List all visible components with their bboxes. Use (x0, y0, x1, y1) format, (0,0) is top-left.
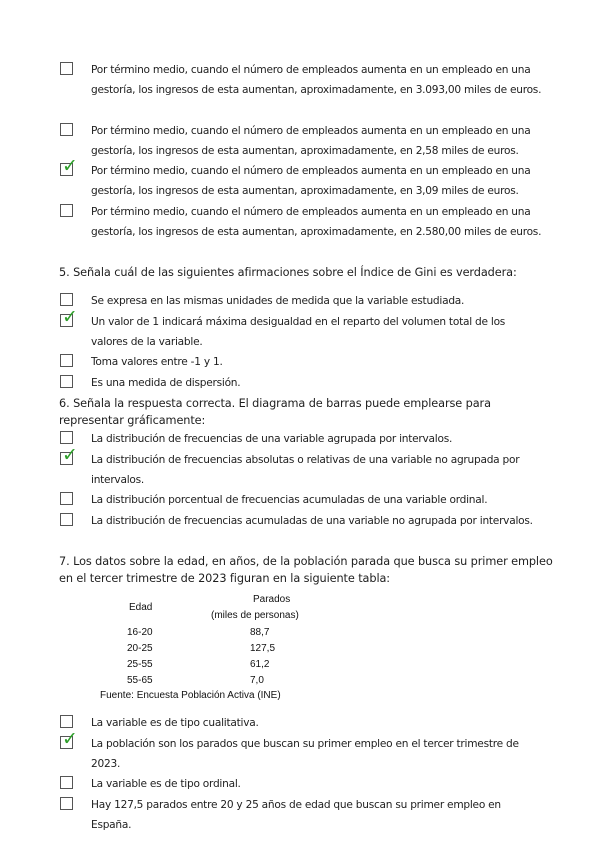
q4-option-1-checkbox[interactable] (60, 62, 73, 75)
q5-option-1-checkbox[interactable] (60, 293, 73, 306)
table-header-edad: Edad (129, 602, 153, 613)
table-cell-age: 55-65 (127, 675, 153, 686)
q6-question: 6. Señala la respuesta correcta. El diagrama de barras puede emplearse para representar gráficamente: (59, 397, 491, 427)
q7-option-3-checkbox[interactable] (60, 776, 73, 789)
q4-option-4-checkbox[interactable] (60, 204, 73, 217)
q7-option-2-checkbox[interactable] (60, 736, 73, 749)
q7-option-1-checkbox[interactable] (60, 715, 73, 728)
q5-option-3-text: Toma valores entre -1 y 1. (91, 356, 223, 368)
table-cell-age: 25-55 (127, 659, 153, 670)
q4-option-4-text: Por término medio, cuando el número de empleados aumenta en un empleado en una gestoría, los ingresos de esta aumentan, aproximadamente, en 2.580,00 miles de euros. (91, 206, 542, 238)
table-row (100, 643, 340, 657)
q5-option-2-checkbox[interactable] (60, 314, 73, 327)
table-cell-value: 61,2 (250, 659, 270, 670)
q7-option-4-text: Hay 127,5 parados entre 20 y 25 años de edad que buscan su primer empleo en España. (91, 799, 501, 831)
q5-option-4-checkbox[interactable] (60, 375, 73, 388)
q4-option-2-checkbox[interactable] (60, 123, 73, 136)
q6-option-4-checkbox[interactable] (60, 513, 73, 526)
table-row (100, 627, 340, 641)
q6-option-2-checkbox[interactable] (60, 452, 73, 465)
q6-option-2-text: La distribución de frecuencias absolutas o relativas de una variable no agrupada por intervalos. (91, 454, 520, 486)
q6-option-3-checkbox[interactable] (60, 492, 73, 505)
table-header-parados: Parados (253, 594, 291, 605)
q7-option-4-checkbox[interactable] (60, 797, 73, 810)
q7-question: 7. Los datos sobre la edad, en años, de la población parada que busca su primer empleo en el tercer trimestre de 2023 figuran en la siguiente tabla: (59, 555, 553, 585)
q7-option-2-text: La población son los parados que buscan su primer empleo en el tercer trimestre de 2023. (91, 738, 519, 770)
checkmark-icon: ✓ (62, 728, 78, 750)
table-row (100, 675, 340, 689)
q5-option-2-text: Un valor de 1 indicará máxima desigualdad en el reparto del volumen total de los valores de la variable. (91, 316, 506, 348)
table-source: Fuente: Encuesta Población Activa (INE) (100, 690, 281, 701)
q5-question: 5. Señala cuál de las siguientes afirmaciones sobre el Índice de Gini es verdadera: (59, 266, 517, 279)
q5-option-3-checkbox[interactable] (60, 354, 73, 367)
q4-option-2-text: Por término medio, cuando el número de empleados aumenta en un empleado en una gestoría, los ingresos de esta aumentan, aproximadamente, en 2,58 miles de euros. (91, 125, 531, 157)
checkmark-icon: ✓ (62, 444, 78, 466)
q7-option-3-text: La variable es de tipo ordinal. (91, 778, 241, 790)
q5-option-4-text: Es una medida de dispersión. (91, 377, 241, 389)
q5-option-1-text: Se expresa en las mismas unidades de medida que la variable estudiada. (91, 295, 465, 307)
table-header-units: (miles de personas) (211, 610, 299, 621)
table-cell-value: 127,5 (250, 643, 276, 654)
q7-option-1-text: La variable es de tipo cualitativa. (91, 717, 259, 729)
table-cell-value: 88,7 (250, 627, 270, 638)
table-row (100, 659, 340, 673)
q6-option-1-checkbox[interactable] (60, 431, 73, 444)
table-cell-age: 16-20 (127, 627, 153, 638)
q4-option-3-text: Por término medio, cuando el número de empleados aumenta en un empleado en una gestoría, los ingresos de esta aumentan, aproximadamente, en 3,09 miles de euros. (91, 165, 531, 197)
table-cell-value: 7,0 (250, 675, 264, 686)
q4-option-1-text: Por término medio, cuando el número de empleados aumenta en un empleado en una gestoría, los ingresos de esta aumentan, aproximadamente, en 3.093,00 miles de euros. (91, 64, 542, 96)
table-cell-age: 20-25 (127, 643, 153, 654)
q6-option-1-text: La distribución de frecuencias de una variable agrupada por intervalos. (91, 433, 453, 445)
checkmark-icon: ✓ (62, 155, 78, 177)
q6-option-4-text: La distribución de frecuencias acumuladas de una variable no agrupada por intervalos. (91, 515, 533, 527)
q6-option-3-text: La distribución porcentual de frecuencias acumuladas de una variable ordinal. (91, 494, 488, 506)
q4-option-3-checkbox[interactable] (60, 163, 73, 176)
checkmark-icon: ✓ (62, 306, 78, 328)
